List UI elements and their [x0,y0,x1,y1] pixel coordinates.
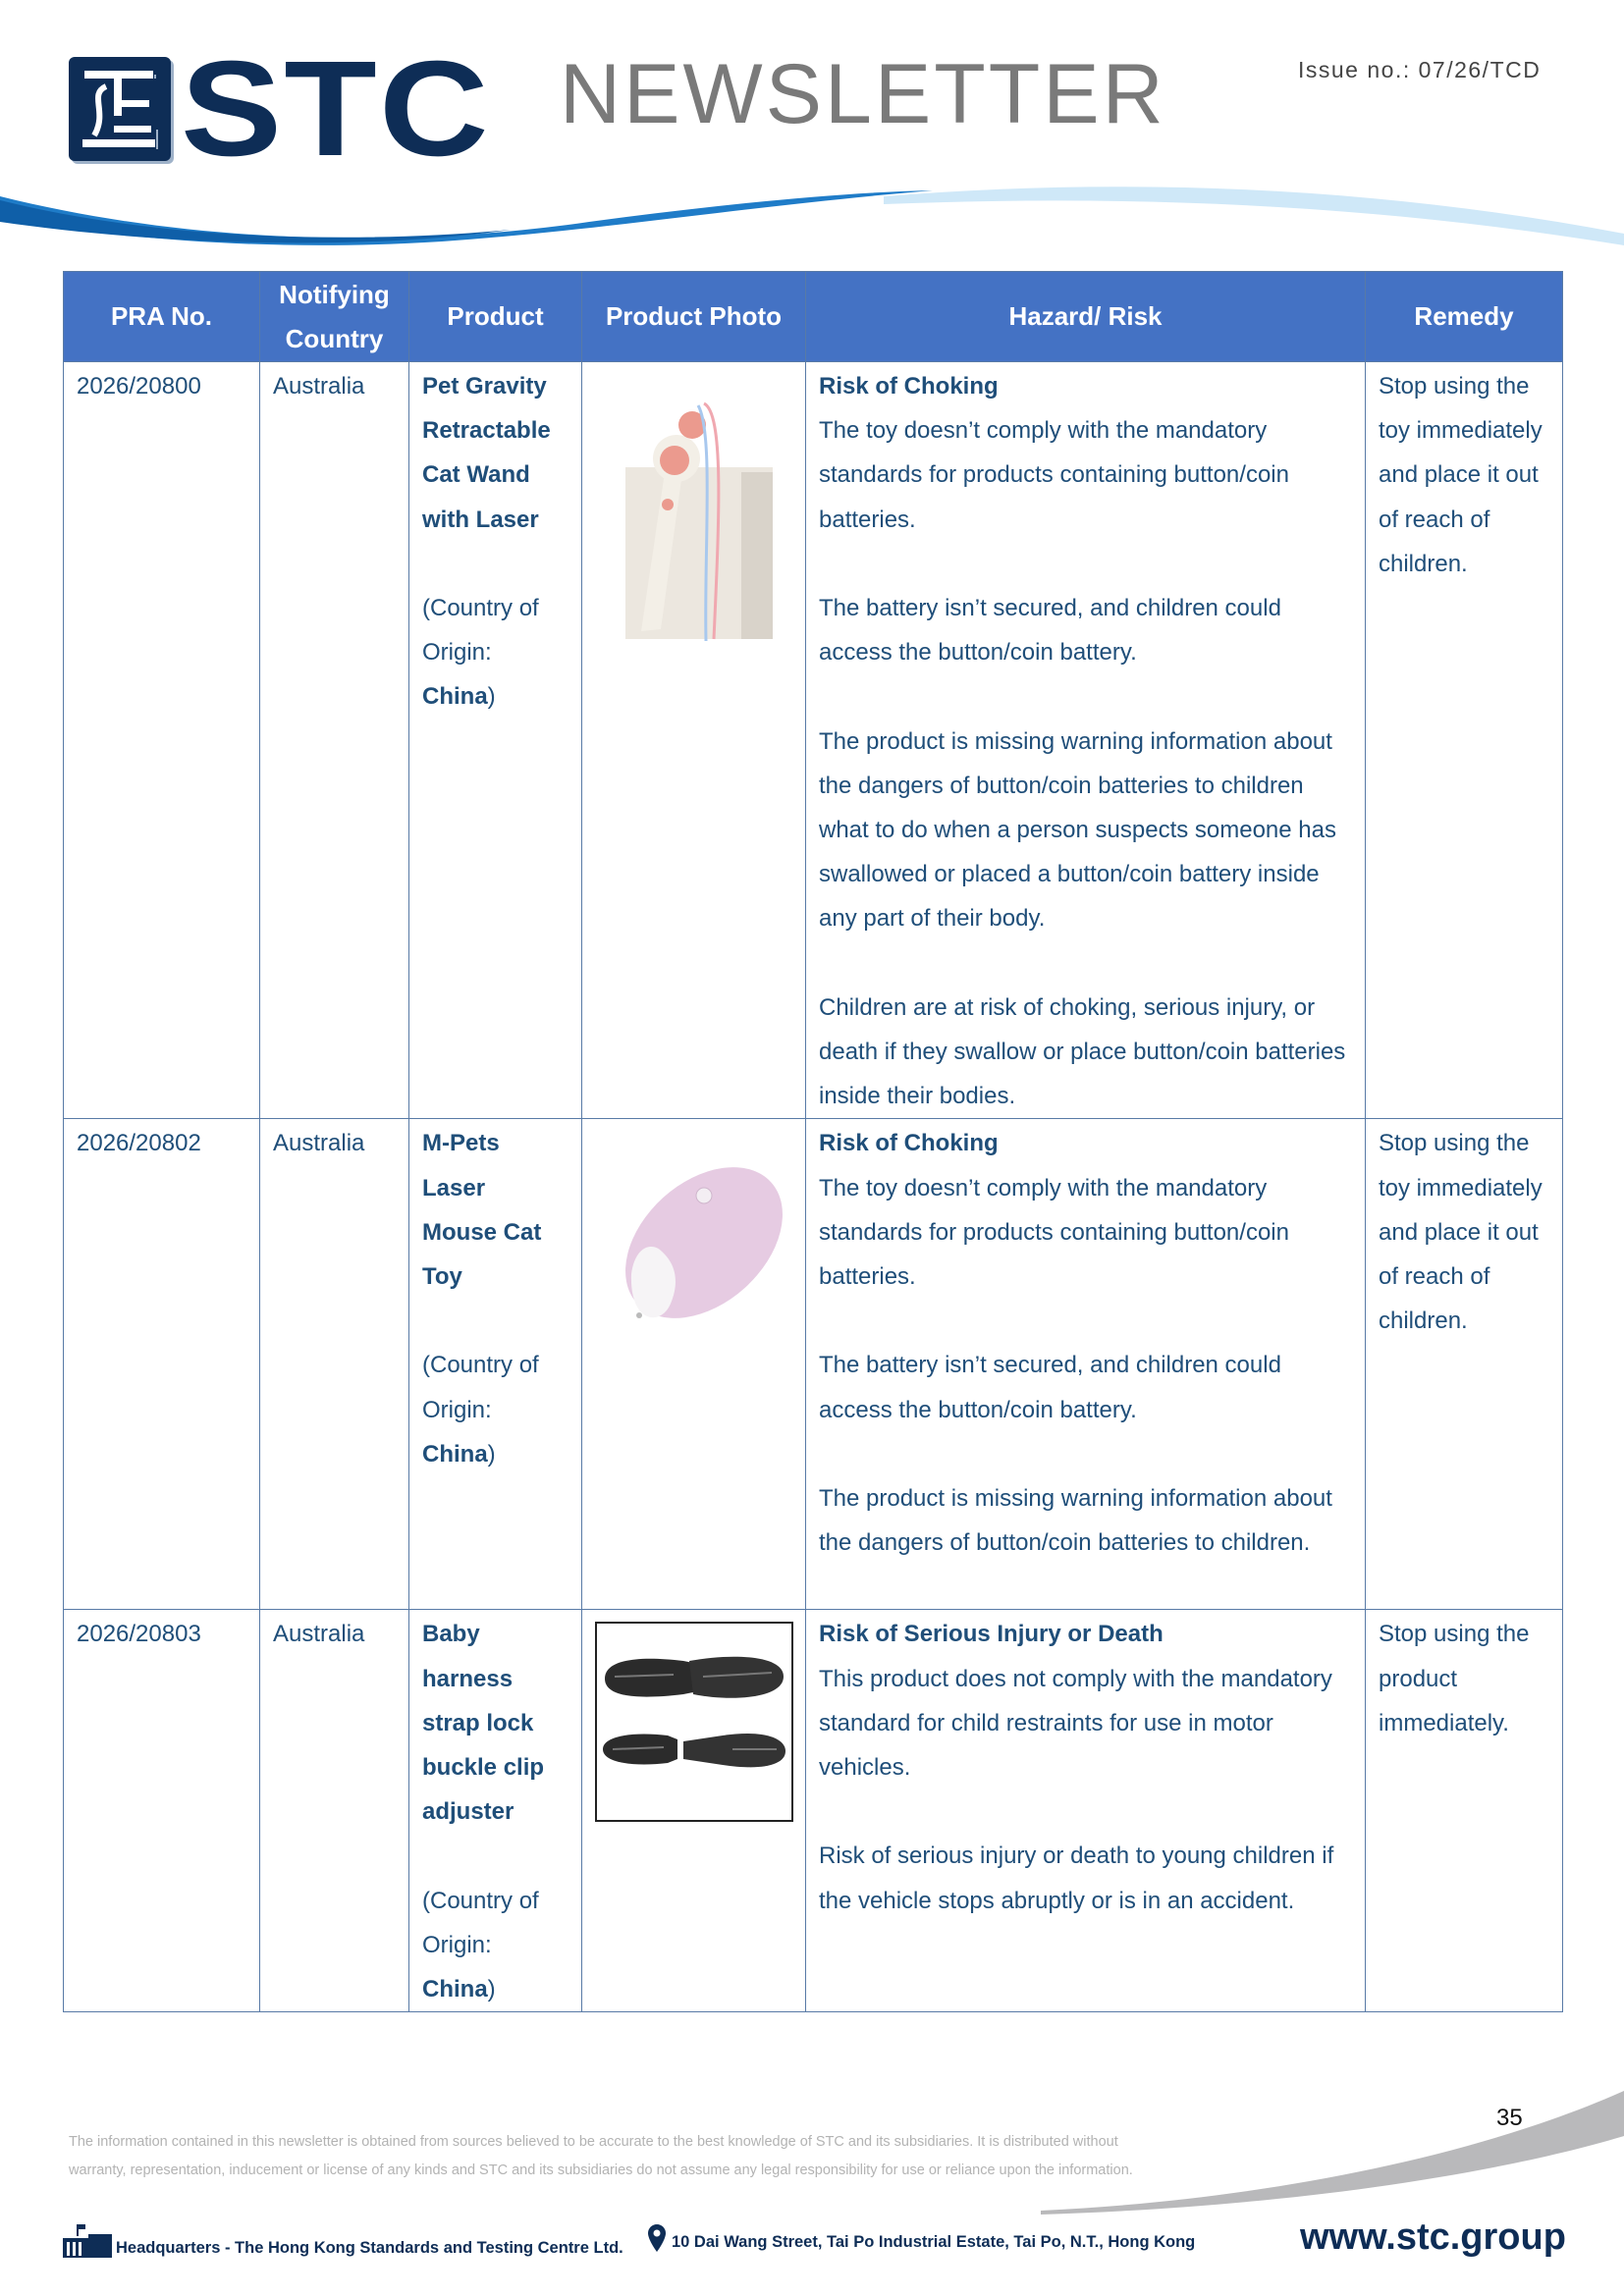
product-name-line: buckle clip [422,1754,545,1782]
hazard-paragraph: Children are at risk of choking, serious injury, or death if they swallow or place button/coin batteries inside their bodies. [819,993,1346,1110]
disclaimer-line: The information contained in this newsletter is obtained from sources believed to be accurate to the best knowledge of STC and its subsidiaries. It is distributed without [69,2134,1118,2150]
product-cell [409,362,582,1119]
footer-headquarters [63,2224,623,2258]
header-hazard-risk: Hazard/ Risk [806,272,1366,362]
pra-number: 2026/20800 [64,362,260,1119]
origin-label: Origin: [422,1396,492,1423]
product-name-line: harness [422,1665,514,1692]
product-name-line: Retractable [422,417,551,445]
pra-table [63,271,1563,2012]
hazard-paragraph: The battery isn’t secured, and children could access the button/coin battery. [819,595,1281,667]
headquarters-text: Headquarters - The Hong Kong Standards and Testing Centre Ltd. [116,2239,623,2257]
origin-label: (Country of [422,1887,539,1914]
product-name-line: adjuster [422,1798,514,1826]
building-icon [63,2224,112,2258]
origin-label: Origin: [422,639,492,667]
hazard-paragraph: The toy doesn’t comply with the mandatory standards for products containing button/coin batteries. [819,1174,1289,1291]
table-row [64,1610,1563,2012]
product-name-line: Toy [422,1263,462,1291]
website-link[interactable]: www.stc.group [1300,2216,1566,2258]
origin-close: ) [487,1440,496,1468]
product-name-line: strap lock [422,1709,534,1736]
header-swoosh [0,177,1624,255]
product-cell [409,1610,582,2012]
product-photo-cell [582,1610,806,2012]
origin-country: China [422,683,488,711]
pra-number: 2026/20803 [64,1610,260,2012]
header-product-photo: Product Photo [582,272,806,362]
hazard-cell [806,362,1366,1119]
remedy-cell: Stop using the product immediately. [1366,1610,1563,2012]
laser-mouse-photo [596,1156,792,1343]
header-product: Product [409,272,582,362]
footer-address [648,2224,1195,2252]
remedy-cell: Stop using the toy immediately and place it out of reach of children. [1366,1119,1563,1610]
pra-number: 2026/20802 [64,1119,260,1610]
notifying-country: Australia [260,1119,409,1610]
origin-country: China [422,1440,488,1468]
hazard-cell [806,1119,1366,1610]
stc-logo-text: STC [181,33,491,185]
newsletter-title: NEWSLETTER [560,47,1166,141]
stc-logo-emblem [69,57,171,161]
origin-close: ) [487,683,496,711]
header-notifying-country: Notifying Country [260,272,409,362]
product-name-line: M-Pets [422,1130,500,1157]
notifying-country: Australia [260,1610,409,2012]
header-pra-no: PRA No. [64,272,260,362]
product-photo-cell [582,1119,806,1610]
origin-country: China [422,1976,488,2003]
origin-label: (Country of [422,1352,539,1379]
disclaimer [69,2128,1286,2185]
hazard-title: Risk of Choking [819,1130,999,1157]
product-photo-cell [582,362,806,1119]
product-name-line: Mouse Cat [422,1218,542,1246]
hazard-paragraph: The toy doesn’t comply with the mandatory standards for products containing button/coin batteries. [819,417,1289,533]
notifying-country: Australia [260,362,409,1119]
hazard-paragraph: The product is missing warning information about the dangers of button/coin batteries to children. [819,1485,1332,1557]
origin-label: (Country of [422,595,539,621]
product-cell [409,1119,582,1610]
disclaimer-line: warranty, representation, inducement or license of any kinds and STC and its subsidiaries do not assume any legal responsibility for use or reliance upon the information. [69,2163,1133,2178]
stc-emblem-icon [69,57,171,161]
product-name-line: Baby [422,1621,480,1648]
address-text: 10 Dai Wang Street, Tai Po Industrial Estate, Tai Po, N.T., Hong Kong [672,2233,1196,2251]
hazard-paragraph: This product does not comply with the mandatory standard for child restraints for use in motor vehicles. [819,1665,1332,1782]
product-name-line: Pet Gravity [422,373,547,400]
header-remedy: Remedy [1366,272,1563,362]
remedy-cell: Stop using the toy immediately and place it out of reach of children. [1366,362,1563,1119]
issue-number: Issue no.: 07/26/TCD [1298,57,1542,82]
page-number: 35 [1496,2105,1523,2131]
hazard-paragraph: Risk of serious injury or death to young children if the vehicle stops abruptly or is in an accident. [819,1842,1334,1914]
hazard-paragraph: The battery isn’t secured, and children could access the button/coin battery. [819,1352,1281,1423]
origin-close: ) [487,1976,496,2003]
cat-wand-photo [596,374,792,651]
product-name-line: Laser [422,1174,486,1201]
hazard-title: Risk of Choking [819,373,999,400]
table-row [64,1119,1563,1610]
buckle-clip-photo [595,1622,793,1822]
product-name-line: with Laser [422,506,539,533]
table-row [64,362,1563,1119]
table-header-row [64,272,1563,362]
hazard-paragraph: The product is missing warning information about the dangers of button/coin batteries to children what to do when a person suspects someone has swallowed or placed a button/coin battery inside any part of their body. [819,727,1336,933]
hazard-cell [806,1610,1366,2012]
product-name-line: Cat Wand [422,461,530,489]
map-pin-icon [648,2224,666,2252]
origin-label: Origin: [422,1931,492,1958]
hazard-title: Risk of Serious Injury or Death [819,1621,1164,1648]
